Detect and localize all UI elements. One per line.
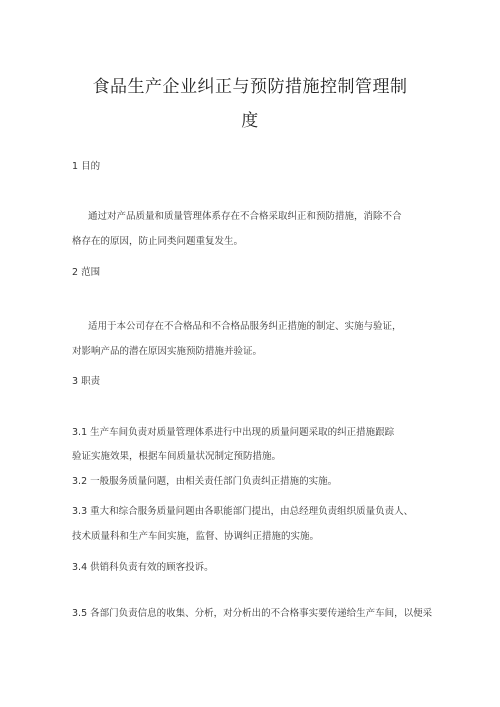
duty-3-3-line-1: 3.3 重大和综合服务质量问题由各职能部门提出，由总经理负责组织质量负责人、 [72,506,414,517]
duty-3-1-line-2: 验证实施效果，根据车间质量状况制定预防措施。 [72,451,282,462]
duty-3-1-line-1: 3.1 生产车间负责对质量管理体系进行中出现的质量问题采取的纠正措施跟踪 [72,427,395,438]
document-title-line-2: 度 [241,111,259,131]
duty-3-2: 3.2 一般服务质量问题，由相关责任部门负责纠正措施的实施。 [72,476,338,487]
section-heading-purpose: 1 目的 [72,161,101,172]
scope-paragraph-line-1: 适用于本公司存在不合格品和不合格品服务纠正措施的制定、实施与验证， [88,321,402,332]
duty-3-5-line-1: 3.5 各部门负责信息的收集、分析，对分析出的不合格事实要传递给生产车间，以便采 [72,608,433,619]
document-title-line-1: 食品生产企业纠正与预防措施控制管理制 [92,77,408,97]
duty-3-4: 3.4 供销科负责有效的顾客投诉。 [72,562,214,573]
purpose-paragraph-line-2: 格存在的原因，防止同类问题重复发生。 [72,236,244,247]
duty-3-3-line-2: 技术质量科和生产车间实施，监督、协调纠正措施的实施。 [72,531,320,542]
section-heading-duties: 3 职责 [72,376,101,387]
section-heading-scope: 2 范围 [72,267,101,278]
purpose-paragraph-line-1: 通过对产品质量和质量管理体系存在不合格采取纠正和预防措施，消除不合 [88,211,402,222]
scope-paragraph-line-2: 对影响产品的潜在原因实施预防措施并验证。 [72,346,263,357]
